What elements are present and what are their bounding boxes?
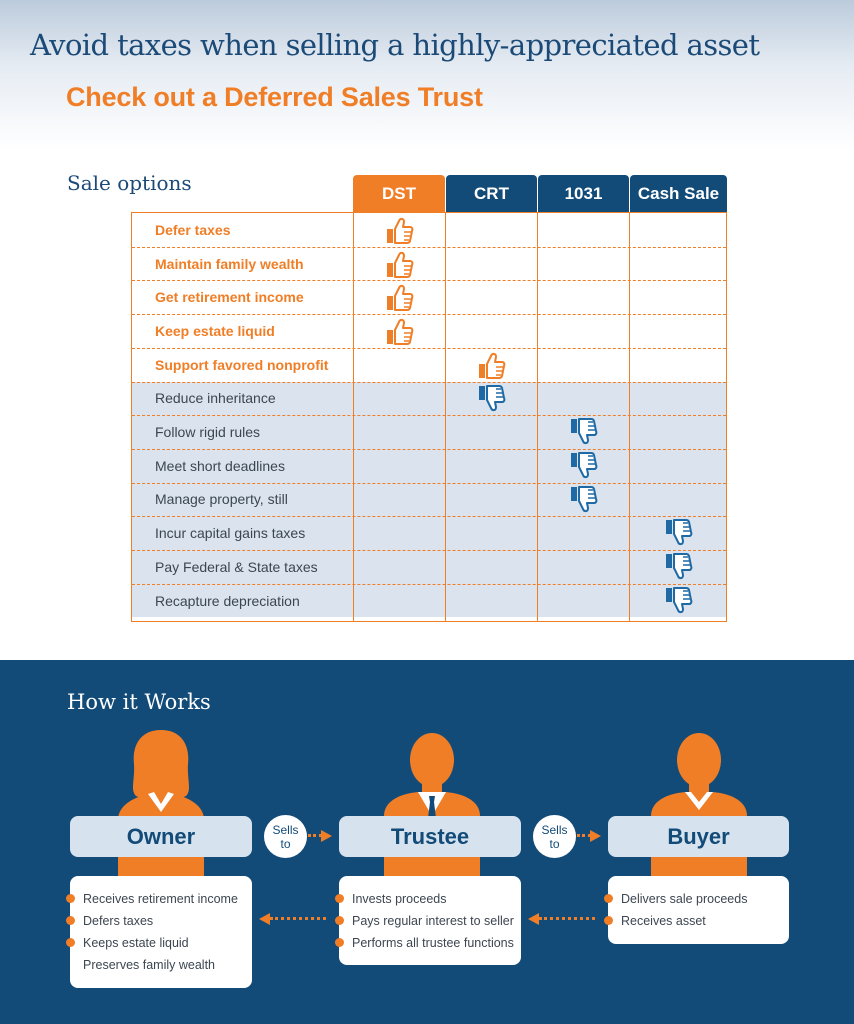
info-item	[70, 890, 252, 912]
bullet-icon	[335, 894, 344, 903]
column-divider	[537, 212, 538, 622]
info-item-text: Preserves family wealth	[83, 958, 215, 972]
bullet-icon	[66, 916, 75, 925]
column-header-crt: CRT	[446, 175, 537, 212]
page-subtitle: Check out a Deferred Sales Trust	[66, 82, 483, 112]
info-item-text: Pays regular interest to seller	[352, 914, 514, 928]
bullet-icon	[66, 938, 75, 947]
column-divider	[445, 212, 446, 622]
dotted-arrow-line	[270, 917, 326, 920]
bullet-icon	[335, 938, 344, 947]
sells-to-line1: Sells	[541, 822, 568, 837]
sale-options-label: Sale options	[67, 171, 192, 195]
info-item-text: Invests proceeds	[352, 892, 447, 906]
row-label: Pay Federal & State taxes	[155, 558, 318, 575]
info-item	[339, 912, 521, 934]
info-item	[608, 890, 789, 912]
bullet-icon	[335, 916, 344, 925]
info-item-text: Receives retirement income	[83, 892, 238, 906]
trustee-info-box	[339, 876, 521, 965]
trustee-label: Trustee	[339, 816, 521, 857]
sells-to-badge	[264, 815, 307, 858]
column-divider	[629, 212, 630, 622]
page-title: Avoid taxes when selling a highly-appreciated asset	[30, 28, 760, 62]
sells-to-line2: to	[549, 836, 560, 851]
dotted-arrow-line	[539, 917, 595, 920]
column-header-1031: 1031	[538, 175, 629, 212]
column-header-dst: DST	[353, 175, 445, 212]
row-label: Recapture depreciation	[155, 592, 300, 609]
info-item	[70, 934, 252, 956]
row-label: Manage property, still	[155, 491, 288, 508]
info-item-text: Performs all trustee functions	[352, 936, 514, 950]
how-it-works-label: How it Works	[67, 690, 211, 714]
info-item-text: Keeps estate liquid	[83, 936, 189, 950]
dotted-arrow-line	[577, 834, 591, 837]
arrow-left-icon	[259, 913, 270, 925]
row-label: Maintain family wealth	[155, 255, 304, 272]
info-item	[608, 912, 789, 934]
arrow-right-icon	[590, 830, 601, 842]
header-background	[0, 0, 854, 150]
row-label: Follow rigid rules	[155, 424, 261, 441]
bullet-icon	[604, 916, 613, 925]
table-frame	[131, 212, 727, 622]
row-label: Defer taxes	[155, 221, 231, 238]
info-item	[70, 912, 252, 934]
info-item	[339, 890, 521, 912]
info-item-text: Receives asset	[621, 914, 706, 928]
owner-info-box	[70, 876, 252, 988]
sells-to-line2: to	[280, 836, 291, 851]
buyer-person-icon	[645, 730, 753, 880]
row-label: Keep estate liquid	[155, 322, 275, 339]
row-label: Incur capital gains taxes	[155, 525, 306, 542]
row-label: Get retirement income	[155, 289, 304, 306]
row-label: Meet short deadlines	[155, 457, 285, 474]
column-header-cash-sale: Cash Sale	[630, 175, 727, 212]
info-item	[339, 934, 521, 956]
bullet-icon	[604, 894, 613, 903]
owner-label: Owner	[70, 816, 252, 857]
row-label: Reduce inheritance	[155, 390, 276, 407]
buyer-label: Buyer	[608, 816, 789, 857]
info-item	[70, 956, 252, 978]
trustee-person-icon	[378, 730, 486, 880]
sells-to-badge	[533, 815, 576, 858]
buyer-info-box	[608, 876, 789, 944]
column-divider	[353, 212, 354, 622]
arrow-left-icon	[528, 913, 539, 925]
sells-to-line1: Sells	[272, 822, 299, 837]
dotted-arrow-line	[308, 834, 322, 837]
arrow-right-icon	[321, 830, 332, 842]
row-label: Support favored nonprofit	[155, 356, 329, 373]
info-item-text: Defers taxes	[83, 914, 154, 928]
bullet-icon	[66, 894, 75, 903]
info-item-text: Delivers sale proceeds	[621, 892, 748, 906]
